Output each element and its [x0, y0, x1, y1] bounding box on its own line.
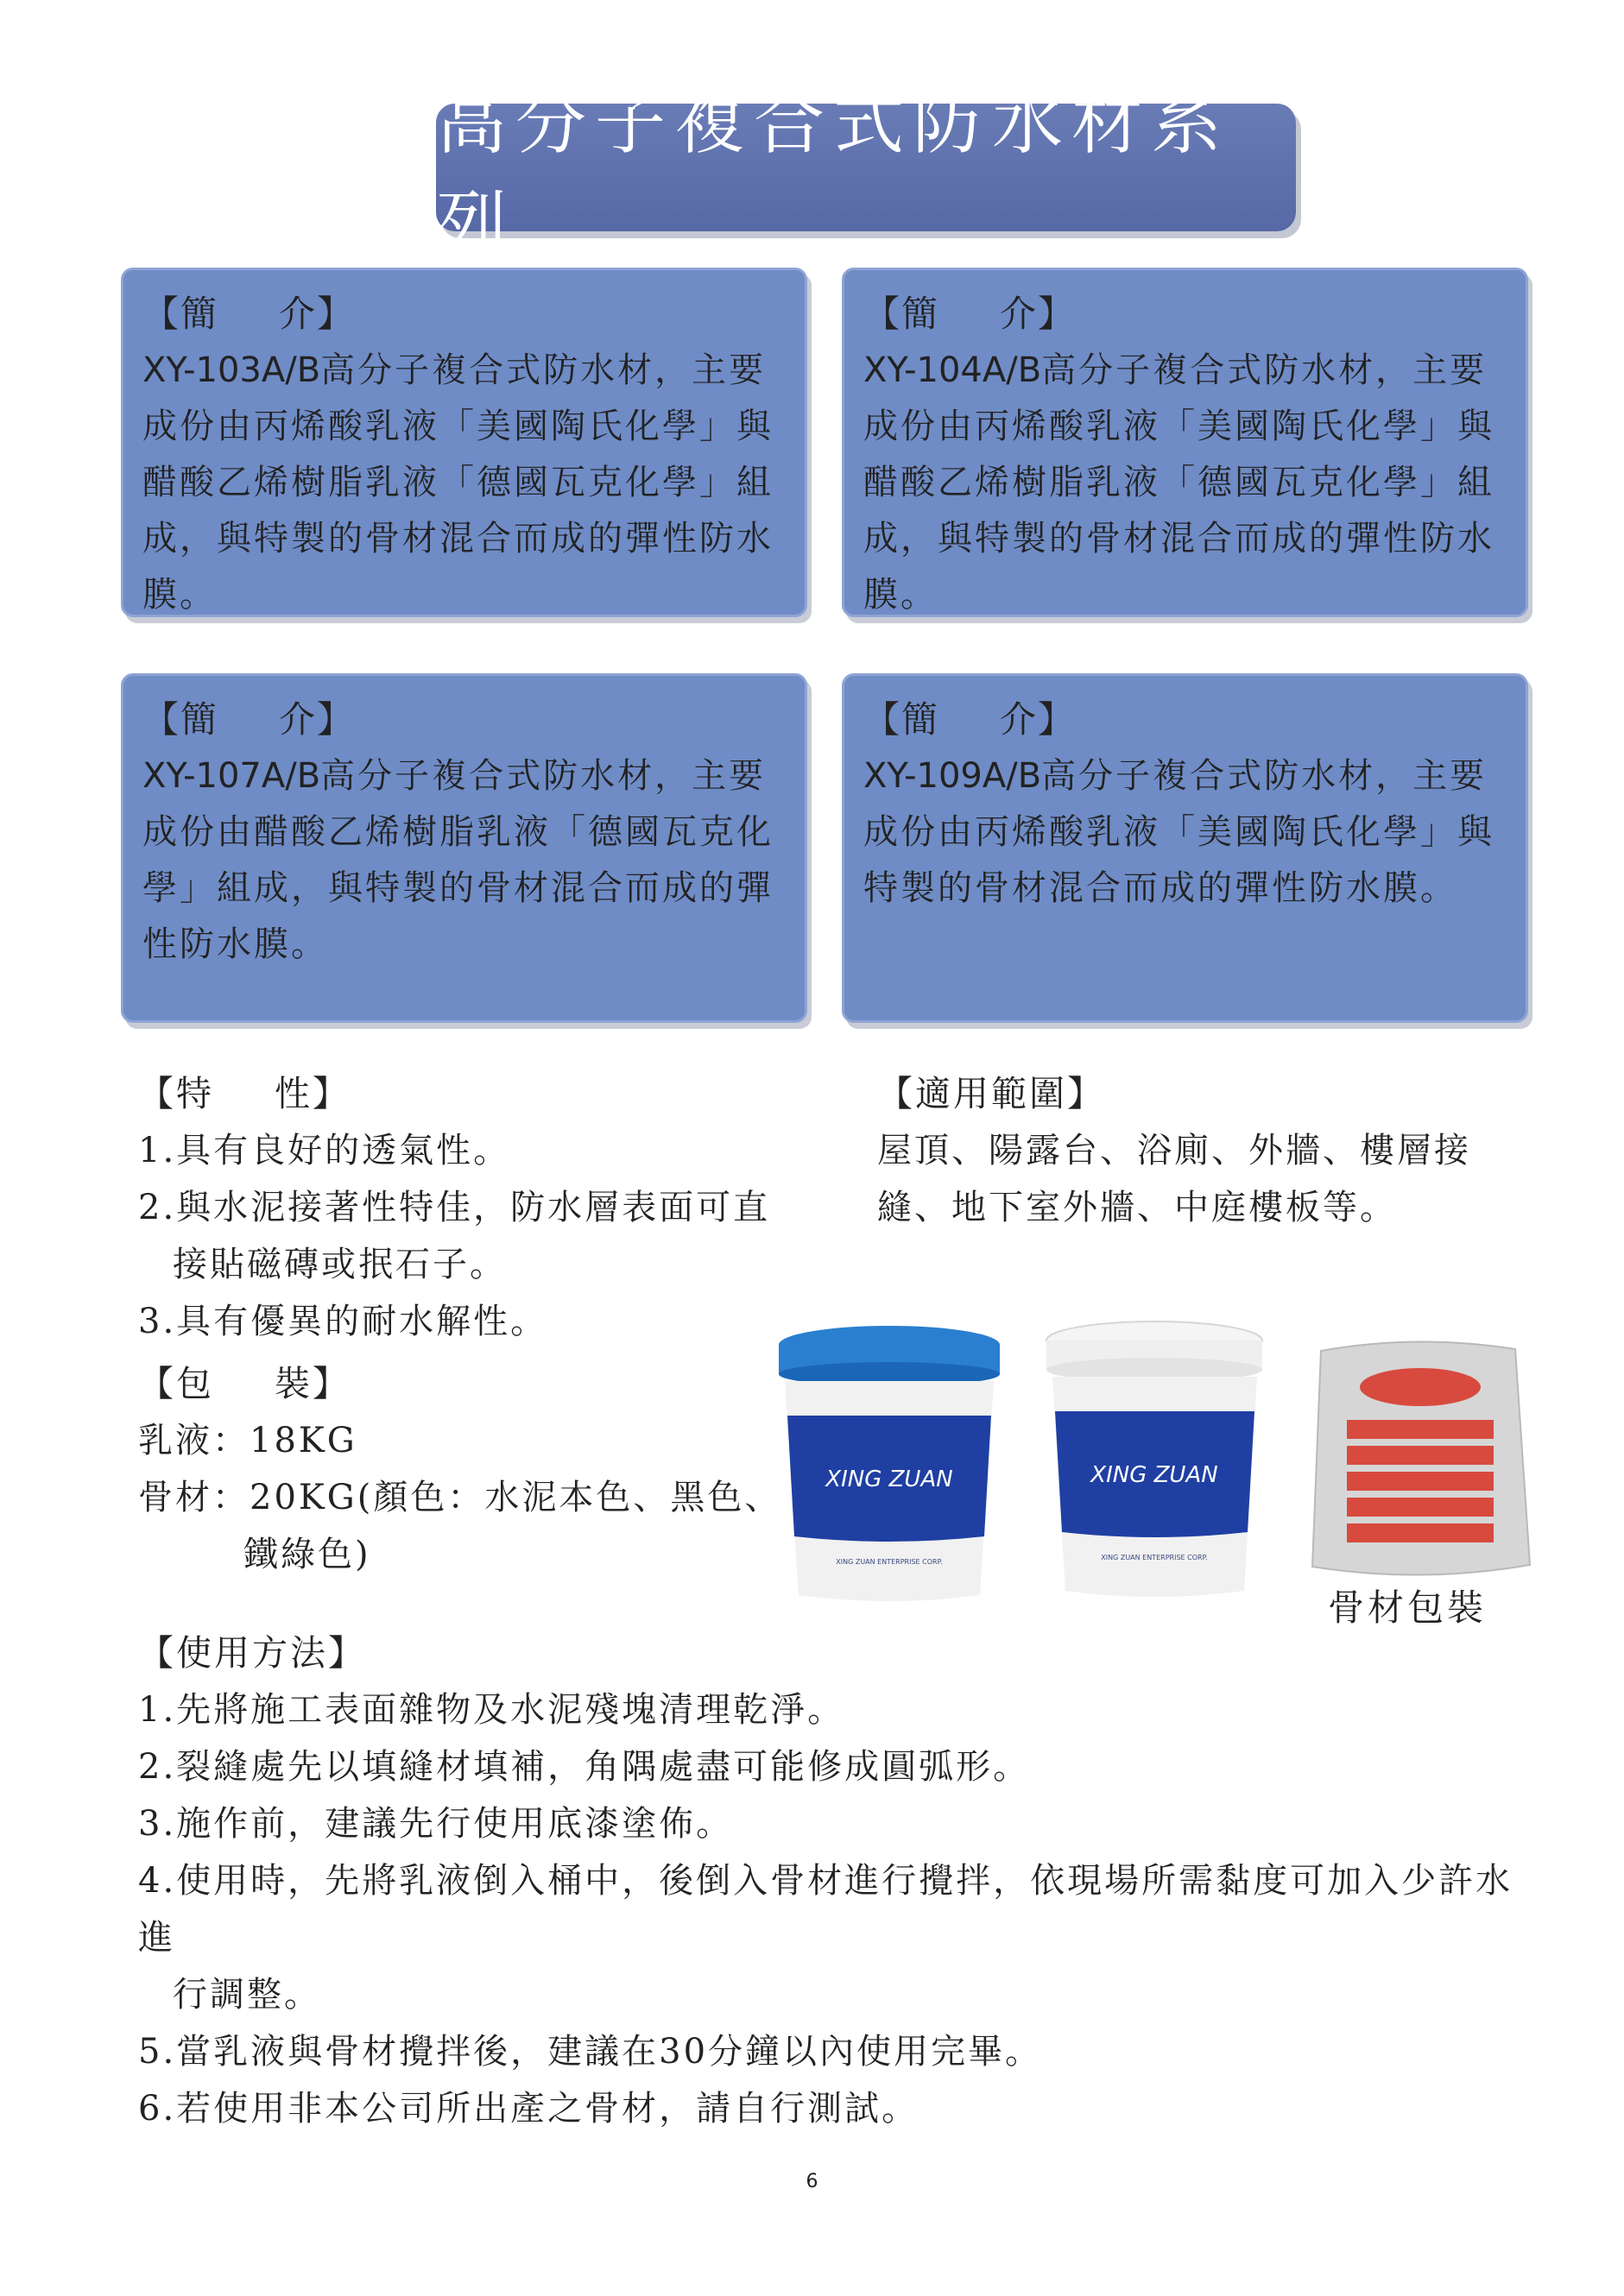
- emulsion-bucket-image: [773, 1321, 1006, 1605]
- card-heading-b: 介】: [279, 293, 356, 335]
- aggregate-bucket-image: [1040, 1316, 1269, 1601]
- model-code: XY-109A/B: [863, 756, 1042, 796]
- features-section: [138, 1065, 794, 1350]
- packaging-heading: [138, 1355, 794, 1412]
- feature-item-continued: 接貼磁磚或抿石子。: [173, 1245, 507, 1284]
- usage-step-continued: 行調整。: [173, 1975, 321, 2015]
- page-title-banner: [436, 82, 1296, 265]
- usage-step: 4.使用時，先將乳液倒入桶中，後倒入骨材進行攪拌，依現場所需黏度可加入少許水 進: [138, 1861, 1513, 1958]
- card-body: [863, 343, 1507, 623]
- packaging-line: 乳液：18KG: [138, 1421, 357, 1460]
- scope-line: 屋頂、陽露台、浴廁、外牆、樓層接: [877, 1131, 1471, 1170]
- card-heading-a: 【簡: [142, 293, 219, 335]
- bucket-brand: XING ZUAN: [825, 1467, 953, 1492]
- card-heading-b: 介】: [1000, 698, 1077, 741]
- bucket-brand: XING ZUAN: [1090, 1462, 1218, 1488]
- bucket-company: XING ZUAN ENTERPRISE CORP.: [1101, 1554, 1208, 1561]
- card-heading: [863, 691, 1507, 743]
- scope-line: 縫、地下室外牆、中庭樓板等。: [877, 1188, 1397, 1227]
- features-heading-a: 【特: [138, 1073, 214, 1114]
- card-body: [142, 748, 786, 973]
- packaging-heading-a: 【包: [138, 1363, 214, 1404]
- page-number: 6: [806, 2171, 818, 2192]
- card-heading: [142, 286, 786, 337]
- card-text: 高分子複合式防水材，主要成份由丙烯酸乳液「美國陶氏化學」與醋酸乙烯樹脂乳液「德國瓦克化學」組成，與特製的骨材混合而成的彈性防水膜。: [863, 350, 1494, 615]
- card-heading: [142, 691, 786, 743]
- intro-card-xy-109: [842, 673, 1528, 1023]
- scope-section: [877, 1065, 1533, 1236]
- intro-card-xy-107: [121, 673, 807, 1023]
- usage-step: 1.先將施工表面雜物及水泥殘塊清理乾淨。: [138, 1690, 845, 1730]
- card-heading-b: 介】: [1000, 293, 1077, 335]
- card-text: 高分子複合式防水材，主要成份由醋酸乙烯樹脂乳液「德國瓦克化學」組成，與特製的骨材混合而成的彈性防水膜。: [142, 756, 774, 964]
- page-title: 高分子複合式防水材系列: [436, 82, 1231, 265]
- card-text: 高分子複合式防水材，主要成份由丙烯酸乳液「美國陶氏化學」與醋酸乙烯樹脂乳液「德國瓦克化學」組成，與特製的骨材混合而成的彈性防水膜。: [142, 350, 774, 615]
- features-heading-b: 性】: [275, 1073, 351, 1114]
- bucket-company: XING ZUAN ENTERPRISE CORP.: [836, 1558, 943, 1566]
- packaging-heading-b: 裝】: [275, 1363, 351, 1404]
- usage-section: [138, 1624, 1563, 2137]
- card-heading: [863, 286, 1507, 337]
- model-code: XY-104A/B: [863, 350, 1042, 390]
- model-code: XY-103A/B: [142, 350, 321, 390]
- usage-step: 6.若使用非本公司所出產之骨材，請自行測試。: [138, 2089, 919, 2129]
- usage-step: 3.施作前，建議先行使用底漆塗佈。: [138, 1804, 734, 1844]
- intro-card-xy-103: [121, 268, 807, 617]
- packaging-line-continued: 鐵綠色): [243, 1535, 371, 1574]
- feature-item: 2.與水泥接著性特佳，防水層表面可直: [138, 1188, 771, 1227]
- card-heading-b: 介】: [279, 698, 356, 741]
- bag-caption: 骨材包裝: [1328, 1586, 1488, 1629]
- usage-step: 2.裂縫處先以填縫材填補，角隅處盡可能修成圓弧形。: [138, 1747, 1031, 1787]
- usage-heading: 【使用方法】: [138, 1632, 366, 1674]
- card-heading-a: 【簡: [142, 698, 219, 741]
- usage-step: 5.當乳液與骨材攪拌後，建議在30分鐘以內使用完畢。: [138, 2032, 1043, 2072]
- packaging-line: 骨材：20KG(顏色：水泥本色、黑色、: [138, 1478, 782, 1517]
- card-body: [142, 343, 786, 623]
- packaging-section: [138, 1355, 794, 1583]
- card-text: 高分子複合式防水材，主要成份由丙烯酸乳液「美國陶氏化學」與特製的骨材混合而成的彈性防水膜。: [863, 756, 1494, 908]
- card-heading-a: 【簡: [863, 293, 940, 335]
- scope-heading: 【適用範圍】: [877, 1073, 1105, 1114]
- model-code: XY-107A/B: [142, 756, 321, 796]
- feature-item: 3.具有優異的耐水解性。: [138, 1302, 548, 1341]
- intro-card-xy-104: [842, 268, 1528, 617]
- aggregate-bag-image: [1304, 1334, 1537, 1584]
- card-body: [863, 748, 1507, 917]
- feature-item: 1.具有良好的透氣性。: [138, 1131, 511, 1170]
- features-heading: [138, 1065, 794, 1122]
- card-heading-a: 【簡: [863, 698, 940, 741]
